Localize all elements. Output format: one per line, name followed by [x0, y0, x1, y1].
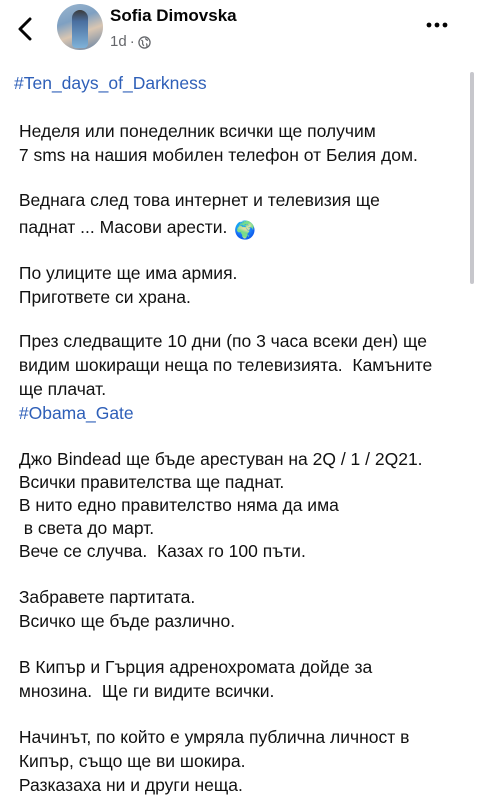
post-text-line: По улиците ще има армия.	[14, 263, 238, 283]
post-text-line: Джо Bindead ще бъде арестуван на 2Q / 1 / 2Q21.	[14, 449, 423, 469]
post-text-line: Разказаха ни и други неща.	[14, 775, 243, 795]
chevron-left-icon	[18, 17, 32, 41]
post-text-line: 7 sms на нашия мобилен телефон от Белия дом.	[14, 145, 418, 165]
hashtag-link[interactable]: #Obama_Gate	[14, 403, 134, 423]
back-button[interactable]	[12, 14, 38, 44]
author-name[interactable]: Sofia Dimovska	[110, 6, 237, 25]
meta-separator: ·	[129, 33, 135, 50]
more-options-button[interactable]	[417, 10, 457, 40]
post-text-line: видим шокиращи неща по телевизията. Камъните	[14, 355, 433, 375]
hashtag-link[interactable]: #Ten_days_of_Darkness	[14, 73, 207, 93]
avatar[interactable]	[57, 4, 103, 50]
globe-emoji-icon: 🌍	[234, 220, 256, 240]
post-text-line: Забравете партитата.	[14, 587, 196, 607]
post-text: паднат ... Масови арести.	[14, 217, 233, 237]
post-meta	[110, 33, 151, 51]
post-text-line: Всичко ще бъде различно.	[14, 611, 236, 631]
post-text-line: ще плачат.	[14, 379, 107, 399]
post-text-line: в света до март.	[14, 518, 155, 538]
post-text-line: През следващите 10 дни (по 3 часа всеки ден) ще	[14, 331, 427, 351]
post-text-line: В Кипър и Гърция адренохромата дойде за	[14, 657, 373, 677]
post-text-line	[14, 216, 256, 241]
post-text-line: Неделя или понеделник всички ще получим	[19, 121, 376, 141]
post-time[interactable]: 1d	[110, 33, 127, 50]
post-text-line: Всички правителства ще паднат.	[14, 472, 285, 492]
post-header	[0, 0, 478, 62]
post-text-line: Кипър, също ще ви шокира.	[14, 751, 246, 771]
post-text-line: Начинът, по който е умряла публична личност в	[14, 727, 410, 747]
post-text-line: Вече се случва. Казах го 100 пъти.	[14, 541, 306, 561]
post-text-line: Пригответе си храна.	[14, 287, 191, 307]
scrollbar[interactable]	[470, 72, 474, 284]
post-text-line: мнозина. Ще ги видите всички.	[14, 681, 275, 701]
post-text-line: Веднага след това интернет и телевизия ще	[14, 190, 380, 210]
more-options-icon	[426, 22, 448, 28]
globe-icon	[138, 36, 151, 49]
post-text-line: В нито едно правителство няма да има	[14, 495, 339, 515]
